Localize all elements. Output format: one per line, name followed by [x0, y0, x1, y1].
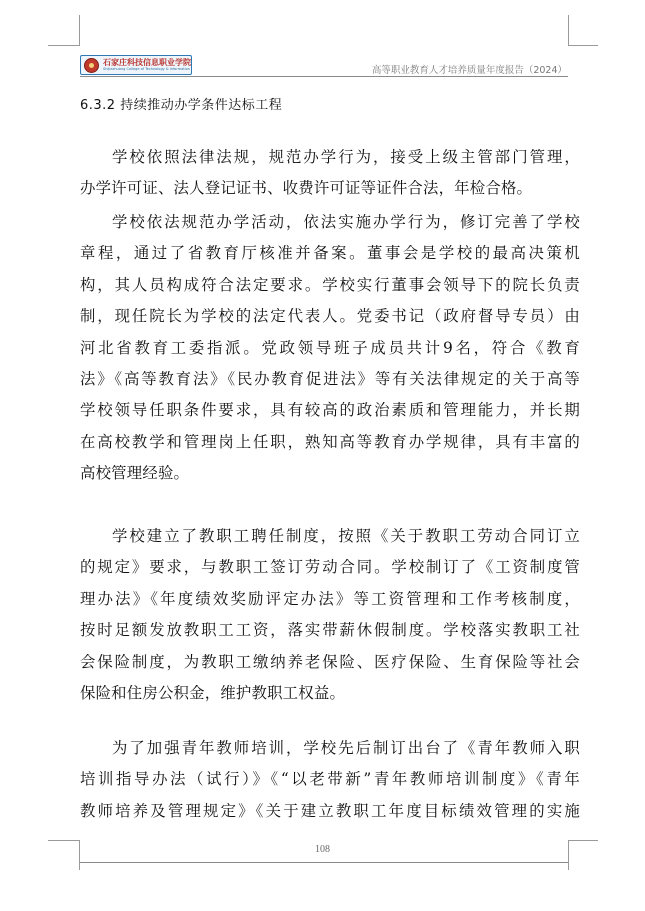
paragraph-staff-employment — [80, 521, 580, 709]
page-number: 108 — [315, 844, 330, 855]
college-emblem-icon — [84, 58, 99, 73]
header-divider — [80, 76, 568, 77]
crop-mark-bottom-left-h — [48, 840, 80, 841]
text-line: 构，其人员构成符合法定要求。学校实行董事会领导下的院长负责 — [80, 275, 580, 294]
text-line: 法》《高等教育法》《民办教育促进法》等有关法律规定的关于高等 — [80, 369, 580, 388]
text-line: 高校管理经验。 — [80, 464, 190, 483]
crop-mark-top-left-h — [48, 45, 80, 46]
college-logo — [80, 55, 192, 75]
paragraph-license-compliance — [80, 142, 580, 205]
crop-mark-top-right-h — [568, 45, 598, 46]
report-header-title: 高等职业教育人才培养质量年度报告（2024） — [371, 65, 567, 76]
crop-mark-bottom-right-h — [568, 840, 598, 841]
text-line: 章程，通过了省教育厅核准并备案。董事会是学校的最高决策机 — [80, 244, 580, 263]
text-line: 学校建立了教职工聘任制度，按照《关于教职工劳动合同订立 — [112, 527, 580, 545]
logo-text — [103, 59, 191, 72]
text-line: 的规定》要求，与教职工签订劳动合同。学校制订了《工资制度管 — [80, 558, 580, 577]
text-line: 学校依照法律法规，规范办学行为，接受上级主管部门管理， — [112, 148, 580, 166]
text-line: 制，现任院长为学校的法定代表人。党委书记（政府督导专员）由 — [80, 307, 580, 326]
logo-english-name: Shijiazhuang College of Technology & Information — [103, 66, 190, 71]
crop-mark-top-right-v — [568, 15, 569, 46]
crop-mark-top-left-v — [79, 15, 80, 46]
section-heading: 6.3.2 持续推动办学条件达标工程 — [80, 98, 283, 113]
text-line: 办学许可证、法人登记证书、收费许可证等证件合法，年检合格。 — [80, 179, 533, 198]
paragraph-governance — [80, 207, 580, 490]
text-line: 为了加强青年教师培训，学校先后制订出台了《青年教师入职 — [112, 739, 580, 757]
text-line: 教师培养及管理规定》《关于建立教职工年度目标绩效管理的实施 — [80, 801, 580, 820]
paragraph-teacher-training — [80, 733, 580, 827]
logo-chinese-name: 石家庄科技信息职业学院 — [103, 57, 191, 67]
text-line: 按时足额发放教职工工资，落实带薪休假制度。学校落实教职工社 — [80, 621, 580, 640]
text-line: 河北省教育工委指派。党政领导班子成员共计9名，符合《教育 — [80, 338, 580, 357]
text-line: 学校领导任职条件要求，具有较高的政治素质和管理能力，并长期 — [80, 401, 580, 420]
footer-divider — [80, 862, 568, 863]
text-line: 在高校教学和管理岗上任职，熟知高等教育办学规律，具有丰富的 — [80, 432, 580, 451]
text-line: 学校依法规范办学活动，依法实施办学行为，修订完善了学校 — [112, 213, 580, 231]
text-line: 理办法》《年度绩效奖励评定办法》等工资管理和工作考核制度， — [80, 589, 580, 608]
text-line: 保险和住房公积金，维护教职工权益。 — [80, 683, 346, 702]
text-line: 培训指导办法（试行）》《“以老带新”青年教师培训制度》《青年 — [80, 770, 580, 789]
text-line: 会保险制度，为教职工缴纳养老保险、医疗保险、生育保险等社会 — [80, 652, 580, 671]
